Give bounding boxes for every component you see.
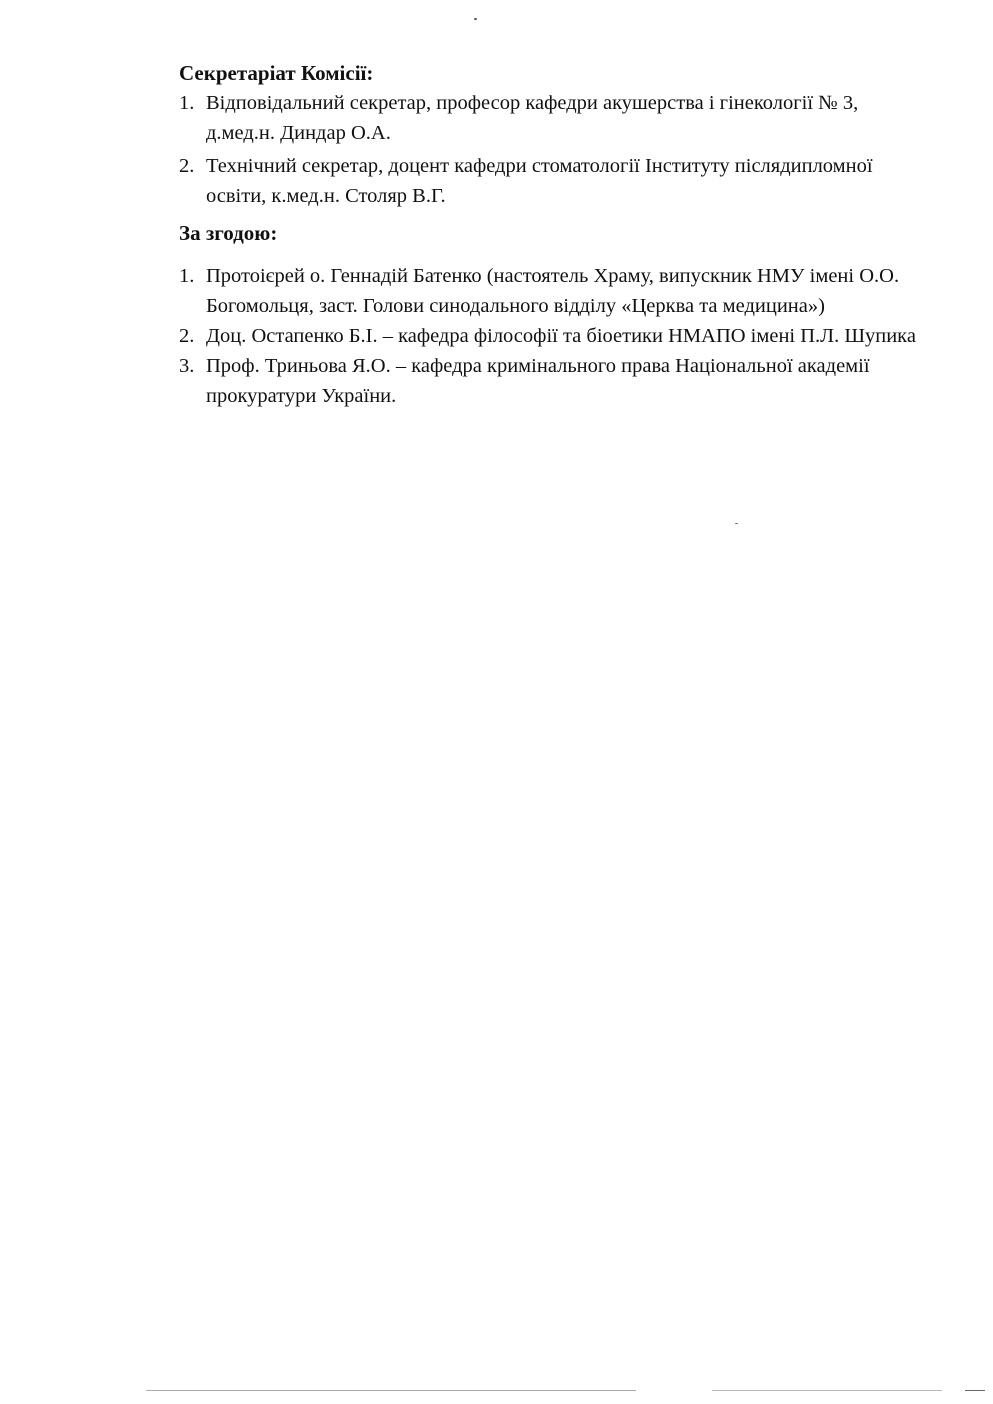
item-number: 1. [179, 92, 195, 114]
item-number: 3. [179, 355, 195, 377]
secretariat-heading: Секретаріат Комісії: [179, 61, 374, 85]
secretariat-list [179, 88, 924, 211]
item-text: Доц. Остапенко Б.І. – кафедра філософії та біоетики НМАПО імені П.Л. Шупика [206, 325, 916, 347]
list-item [179, 88, 924, 148]
list-item [179, 261, 924, 321]
item-text: Відповідальний секретар, професор кафедри акушерства і гінекології № 3, д.мед.н. Диндар О.А. [206, 92, 859, 144]
list-item [179, 351, 924, 411]
item-number: 1. [179, 265, 195, 287]
scan-speck [735, 523, 738, 524]
scan-speck [474, 18, 477, 20]
list-item [179, 151, 924, 211]
item-text: Протоієрей о. Геннадій Батенко (настоятель Храму, випускник НМУ імені О.О. Богомольця, заст. Голови синодального відділу «Церква та медицина») [206, 265, 900, 317]
scan-line [712, 1390, 942, 1391]
item-text: Проф. Триньова Я.О. – кафедра кримінального права Національної академії прокуратури України. [206, 355, 870, 407]
consent-list [179, 261, 924, 411]
item-text: Технічний секретар, доцент кафедри стоматології Інституту післядипломної освіти, к.мед.н. Столяр В.Г. [206, 155, 873, 207]
consent-heading: За згодою: [179, 221, 278, 245]
scan-line [965, 1390, 985, 1391]
item-number: 2. [179, 325, 195, 347]
scan-line [146, 1390, 636, 1391]
list-item [179, 321, 924, 351]
item-number: 2. [179, 155, 195, 177]
